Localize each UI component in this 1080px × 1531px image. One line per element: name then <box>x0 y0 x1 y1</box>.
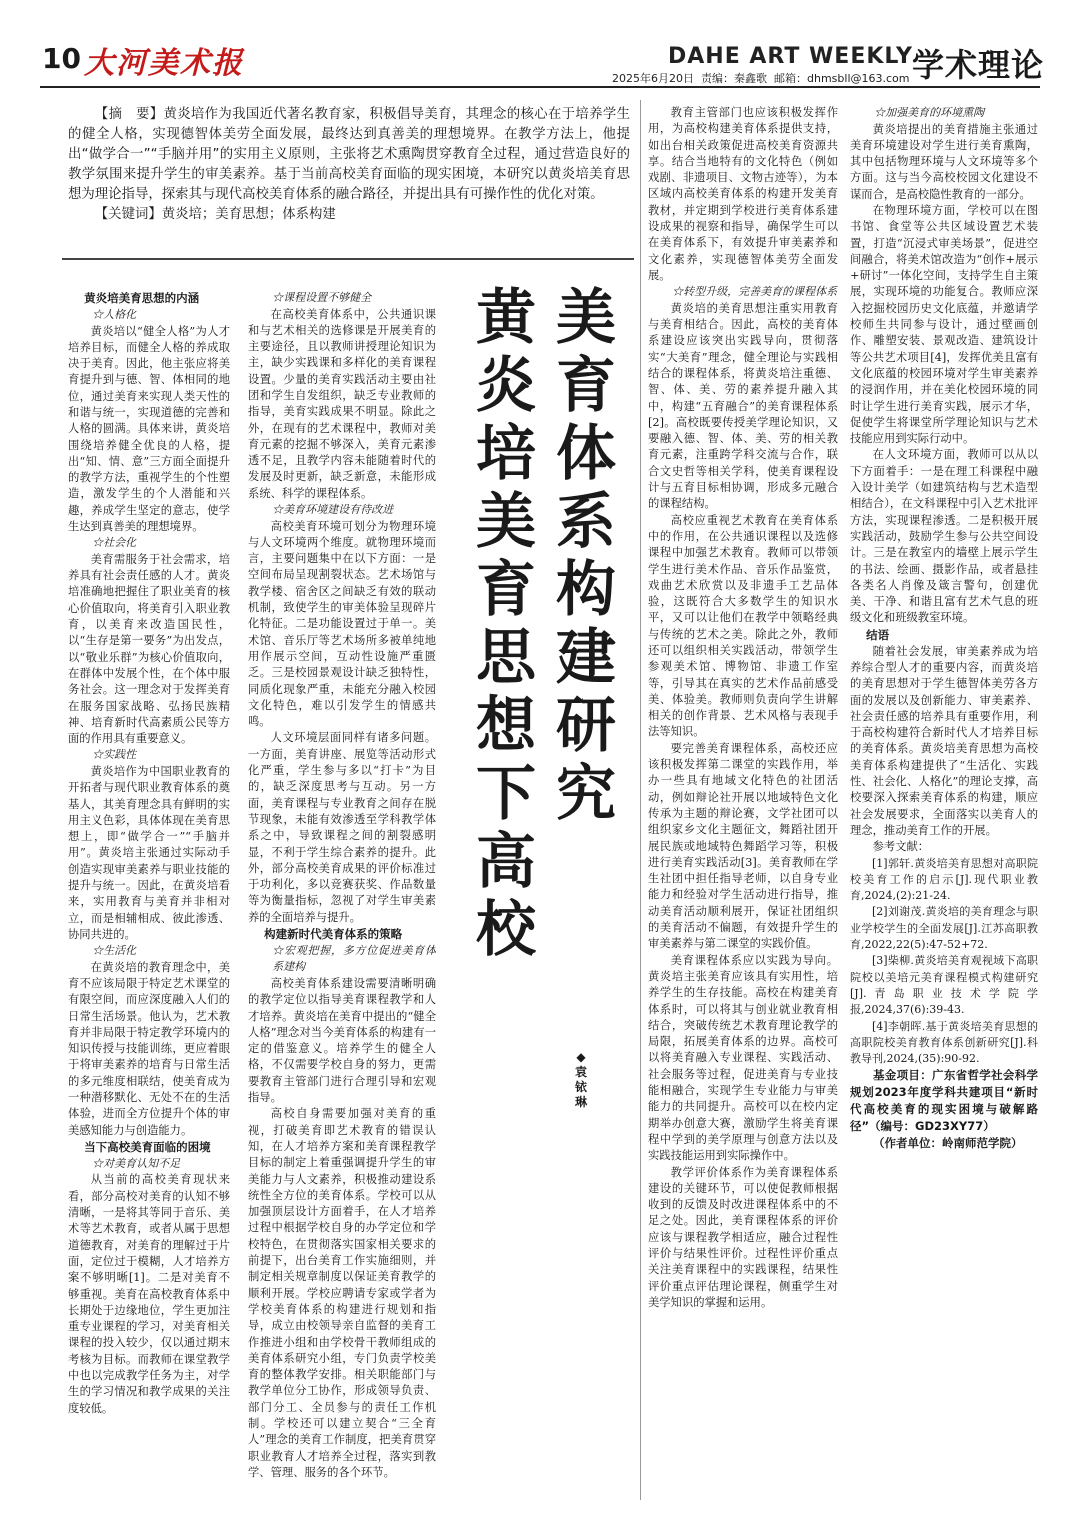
subheading: ☆宏观把握，多方位促进美育体系建构 <box>272 943 436 974</box>
abstract-rule <box>62 258 634 260</box>
paragraph: 美育需服务于社会需求，培养具有社会责任感的人才。黄炎培准确地把握住了职业美育的核心价值取向，将美育引入职业教育，以美育来改造国民性，以“生存是第一要务”为出发点，以“敬业乐群”为核心价值取向，在群体中发展个性，在个体中服务社会。这一理念对于发挥美育在服务国家战略、弘扬民族精神、培育新时代高素质公民等方面的作用具有重要意义。 <box>68 552 230 746</box>
title-line-2: 黄炎培美育思想下高校 <box>476 283 536 965</box>
subheading: ☆社会化 <box>92 536 137 550</box>
paragraph: 在物理环境方面，学校可以在图书馆、食堂等公共区域设置艺术装置，打造“沉浸式审美场景”，促进空间融合，将美术馆改造为“创作+展示+研讨”一体化空间，支持学生自主策展，实现环境的功能复合。教师应深入挖掘校园历史文化底蕴，并邀请学校师生共同参与设计，通过壁画创作、雕塑安装、景观改造、建筑设计等公共艺术项目[4]，发挥优美且富有文化底蕴的校园环境对学生审美素养的浸润作用，并在美化校园环境的同时让学生进行美育实践，展示才华，促使学生将课堂所学理论知识与艺术技能应用到实际行动中。 <box>850 203 1038 446</box>
subheading: ☆实践性 <box>92 748 137 762</box>
abstract-text: 【摘 要】黄炎培作为我国近代著名教育家，积极倡导美育，其理念的核心在于培养学生的健全人格，实现德智体美劳全面发展，最终达到真善美的理想境界。在教学方法上，他提出“做学合一”“手脑并用”的实用主义原则，主张将艺术熏陶贯穿教育全过程，通过营造良好的教学氛围来提升学生的审美素养。基于当前高校美育面临的现实困境，本研究以黄炎培美育思想为理论指导，探索其与现代高校美育体系的融合路径，并提出具有可操作性的优化对策。 <box>68 107 630 202</box>
paragraph: 高校美育体系建设需要清晰明确的教学定位以指导美育课程教学和人才培养。黄炎培在美育中提出的“健全人格”理念对当今美育体系的构建有一定的借鉴意义。培养学生的健全人格，不仅需要学校自身的努力，更需要教育主管部门进行合理引导和宏观指导。 <box>248 976 436 1105</box>
paragraph: 黄炎培的美育思想注重实用教育与美育相结合。因此，高校的美育体系建设应该突出实践导向，贯彻落实“大美育”理念，健全理论与实践相结合的课程体系，将黄炎培注重德、智、体、美、劳的素养提升融入其中，构建“五育融合”的美育课程体系[2]。高校既要传授美学理论知识，又要融入德、智、体、美、劳的相关教育元素，注重跨学科交流与合作，联合文史哲等相关学科，使美育课程设计与五育目标相协调，形成多元融合的课程结构。 <box>648 301 838 511</box>
article-title <box>468 284 638 1004</box>
subheading: ☆加强美育的环境熏陶 <box>874 106 985 119</box>
subheading: ☆对美育认知不足 <box>92 1156 181 1170</box>
paragraph: 教学评价体系作为美育课程体系建设的关键环节，可以使促教师根据收到的反馈及时改进课程体系中的不足之处。因此，美育课程体系的评价应该与课程教学相适应，融合过程性评价与结果性评价。过程性评价重点关注美育课程中的实践课程，结果性评价重点评估理论课程，侧重学生对美学知识的掌握和运用。 <box>648 1165 838 1309</box>
paragraph: 人文环境层面同样有诸多问题。一方面，美育讲座、展览等活动形式化严重，学生参与多以“打卡”为目的，缺乏深度思考与互动。另一方面，美育课程与专业教育之间存在脱节现象，未能有效渗透至学科教学体系之中，导致课程之间的割裂感明显，不利于学生综合素养的提升。此外，部分高校美育成果的评价标准过于功利化，多以竞赛获奖、作品数量等为衡量指标，忽视了对学生审美素养的全面培养与提升。 <box>248 731 436 924</box>
section-title: 学术理论 <box>912 46 1045 84</box>
subheading: ☆转型升级，完善美育的课程体系 <box>672 285 838 299</box>
funding-note: （作者单位：岭南师范学院） <box>873 1136 1023 1151</box>
paragraph: 黄炎培作为中国职业教育的开拓者与现代职业教育体系的奠基人，其美育理念具有鲜明的实用主义色彩，具体体现在美育思想上，即“做学合一”“手脑并用”。黄炎培主张通过实际动手创造实现审美素养与职业技能的提升与统一。因此，在黄炎培看来，实用教育与美育并非相对立，而是相辅相成、彼此渗透、协同共进的。 <box>68 764 230 941</box>
subheading: ☆生活化 <box>92 944 137 958</box>
section-heading: 当下高校美育面临的困境 <box>84 1139 211 1154</box>
editor: 责编：秦鑫歌 <box>701 72 767 85</box>
header-rule <box>40 86 1040 88</box>
subheading: ☆课程设置不够健全 <box>272 291 372 304</box>
paragraph: 参考文献： <box>872 840 930 854</box>
reference: [2]刘谢茂.黄炎培的美育理念与职业学校学生的全面发展[J].江苏高职教育,2022,22(5):47-52+72. <box>850 905 1038 952</box>
paragraph: 高校应重视艺术教育在美育体系中的作用，在公共通识课程以及选修课程中加强艺术教育。教师可以带领学生进行美术作品、音乐作品鉴赏，戏曲艺术欣赏以及非遗手工艺品体验，这既符合大多数学生的知识水平，又可以让他们在教学中领略经典与传统的艺术之美。除此之外，教师还可以组织相关实践活动，带领学生参观美术馆、博物馆、非遗工作室等，引导其在真实的艺术作品前感受美、体验美。教师则负责向学生讲解相关的创作背景、艺术风格与表现手法等知识。 <box>648 513 838 739</box>
reference: [4]李朝晖.基于黄炎培美育思想的高职院校美育教育体系创新研究[J].科教导刊,2024,(35):90-92. <box>850 1019 1038 1066</box>
section-heading: 构建新时代美育体系的策略 <box>264 926 403 941</box>
reference: [1]郭轩.黄炎培美育思想对高职院校美育工作的启示[J].现代职业教育,2024,(2):21-24. <box>850 856 1038 903</box>
paragraph: 在人文环境方面，教师可以从以下方面着手：一是在理工科课程中融入设计美学（如建筑结构与艺术造型相结合），在文科课程中引入艺术批评方法，实现课程渗透。二是积极开展实践活动，鼓励学生参与公共空间设计。三是在教室内的墙壁上展示学生的书法、绘画、摄影作品，或者悬挂各类名人肖像及箴言警句，创建优美、干净、和谐且富有艺术气息的班级文化和班级教室环境。 <box>850 448 1038 625</box>
dateline <box>612 70 909 86</box>
paragraph: 从当前的高校美育现状来看，部分高校对美育的认知不够清晰，一是将其等同于音乐、美术等艺术教育，或者从属于思想道德教育，对美育的理解过于片面，定位过于模糊，人才培养方案不够明晰[1]。二是对美育不够重视。美育在高校教育体系中长期处于边缘地位，学生更加注重专业课程的学习，对美育相关课程的投入较少，仅以通过期末考核为目标。而教师在课堂教学中也以完成教学任务为主，对学生的学习情况和教学成果的关注度较低。 <box>68 1173 230 1415</box>
section-heading: 结语 <box>866 627 890 642</box>
paragraph: 黄炎培以“健全人格”为人才培养目标，而健全人格的养成取决于美育。因此，他主张应将美育提升到与德、智、体相同的地位，通过美育来实现人类天性的和谐与统一，实现道德的完善和人格的圆满。具体来讲，黄炎培围绕培养健全优良的人格，提出“知、情、意”三方面全面提升的教学方法，重视学生的个性塑造，激发学生的个人潜能和兴趣，养成学生坚定的意志，使学生达到真善美的理想境界。 <box>68 324 230 534</box>
text-column-2 <box>248 290 436 1490</box>
page-number: 10 <box>42 42 81 75</box>
text-column-4 <box>850 105 1038 1500</box>
subheading: ☆美育环境建设有待改进 <box>272 503 394 517</box>
text-column-1 <box>68 290 230 1490</box>
paragraph: 教育主管部门也应该积极发挥作用，为高校构建美育体系提供支持，如出台相关政策促进高校美育资源共享。结合当地特有的文化特色（例如戏剧、非遗项目、文物古迹等），为本区域内高校美育体系的构建开发美育教材，并定期到学校进行美育体系建设成果的视察和指导，确保学生可以在美育体系下，有效提升审美素养和文化素养，实现德智体美劳全面发展。 <box>648 106 838 282</box>
abstract-block <box>68 105 630 225</box>
paragraph: 在高校美育体系中，公共通识课和与艺术相关的选修课是开展美育的主要途径，且以教师讲授理论知识为主，缺少实践课和多样化的美育课程设置。少量的美育实践活动主要由社团和学生自发组织，缺乏专业教师的指导，美育实践成果不明显。除此之外，在现有的艺术课程中，教师对美育元素的挖掘不够深入，美育元素渗透不足，且教学内容未能随着时代的发展及时更新，缺乏新意，未能形成系统、科学的课程体系。 <box>248 307 436 500</box>
text-column-3 <box>648 105 838 1500</box>
paragraph: 随着社会发展，审美素养成为培养综合型人才的重要内容，而黄炎培的美育思想对于学生德智体美劳各方面的发展以及创新能力、审美素养、社会责任感的培养具有重要作用，利于高校构建符合新时代人才培养目标的美育体系。黄炎培美育思想为高校美育体系构建提供了“生活化、实践性、社会化、人格化”的理论支撑，高校要深入探索美育体系的构建，顺应社会发展要求，全面落实以美育人的理念，推动美育工作的开展。 <box>850 644 1038 837</box>
reference: [3]柴柳.黄炎培美育观视域下高职院校以美培元美育课程模式构建研究[J].青岛职业技术学院学报,2024,37(6):39-43. <box>850 954 1038 1017</box>
funding-note: 基金项目：广东省哲学社会科学规划2023年度学科共建项目“新时代高校美育的现实困境与破解路径”（编号：GD23XY77） <box>850 1068 1038 1134</box>
title-line-1: 美育体系构建研究 <box>556 283 616 829</box>
newspaper-logo: 大河美术报 <box>84 46 244 81</box>
email: 邮箱：dhmsbll@163.com <box>774 72 910 85</box>
subheading: ☆人格化 <box>92 308 137 321</box>
paragraph: 黄炎培提出的美育措施主张通过美育环境建设对学生进行美育熏陶，其中包括物理环境与人文环境等多个方面。这与当今高校校园文化建设不谋而合，是高校隐性教育的一部分。 <box>850 122 1038 201</box>
keywords: 【关键词】黄炎培；美育思想；体系构建 <box>94 207 336 222</box>
paragraph: 美育课程体系应以实践为导向。黄炎培主张美育应该具有实用性，培养学生的生存技能。高校在构建美育体系时，可以将其与创业就业教育相结合，突破传统艺术教育理论教学的局限，拓展美育体系的边界。高校可以将美育融入专业课程、实践活动、社会服务等过程，促进美育与专业技能相融合，实现学生专业能力与审美能力的共同提升。高校可以在校内定期举办创意大赛，激励学生将美育课程中学到的美学原理与创意方法以及实践技能运用到实际操作中。 <box>648 953 838 1163</box>
paragraph: 要完善美育课程体系，高校还应该积极发挥第二课堂的实践作用，举办一些具有地域文化特色的社团活动，例如辩论社开展以地域特色文化传承为主题的辩论赛，文学社团可以组织家乡文化主题征文，舞蹈社团开展民族或地域特色舞蹈学习等，积极进行美育实践活动[3]。美育教师在学生社团中担任指导老师，以自身专业能力和经验对学生活动进行指导，推动美育活动顺利展开，保证社团组织的美育活动不偏题，有效提升学生的审美素养与第二课堂的实践价值。 <box>648 741 838 951</box>
paragraph: 在黄炎培的教育理念中，美育不应该局限于特定艺术课堂的有限空间，而应深度融入人们的日常生活场景。他认为，艺术教育并非局限于特定教学环境内的知识传授与技能训练，更应着眼于将审美素养的培育与日常生活的多元维度相联结，使美育成为一种潜移默化、无处不在的生活体验，进而全方位提升个体的审美感知能力与创造能力。 <box>68 960 230 1137</box>
issue-date: 2025年6月20日 <box>612 72 694 85</box>
paragraph: 高校美育环境可划分为物理环境与人文环境两个维度。就物理环境而言，主要问题集中在以下方面：一是空间布局呈现割裂状态。艺术场馆与教学楼、宿舍区之间缺乏有效的联动机制，致使学生的审美体验呈现碎片化特征。二是功能设置过于单一。美术馆、音乐厅等艺术场所多被单纯地用作展示空间，互动性设施严重匮乏。三是校园景观设计缺乏独特性，同质化现象严重，未能充分融入校园文化特色，难以引发学生的情感共鸣。 <box>248 519 436 729</box>
paragraph: 高校自身需要加强对美育的重视，打破美育即艺术教育的错误认知，在人才培养方案和美育课程教学目标的制定上着重强调提升学生的审美能力与人文素养，积极推动建设系统性全方位的美育体系。学校可以从加强顶层设计方面着手，在人才培养过程中根据学校自身的办学定位和学校特色，在贯彻落实国家相关要求的前提下，出台美育工作实施细则，并制定相关规章制度以保证美育教学的顺利开展。学校应聘请专家或学者为学校美育体系的构建进行规划和指导，成立由校领导亲自监督的美育工作推进小组和由学校骨干教师组成的美育体系研究小组，专门负责学校美育的整体教学安排。相关职能部门与教学单位分工协作，形成领导负责、部门分工、全员参与的责任工作机制。学校还可以建立契合“三全育人”理念的美育工作制度，把美育贯穿职业教育人才培养全过程，落实到教学、管理、服务的各个环节。 <box>248 1107 436 1479</box>
weekly-title: DAHE ART WEEKLY <box>668 44 913 69</box>
column-divider <box>640 100 641 1500</box>
section-heading: 黄炎培美育思想的内涵 <box>84 291 200 305</box>
author: ◆袁铱琳 <box>574 1050 587 1109</box>
